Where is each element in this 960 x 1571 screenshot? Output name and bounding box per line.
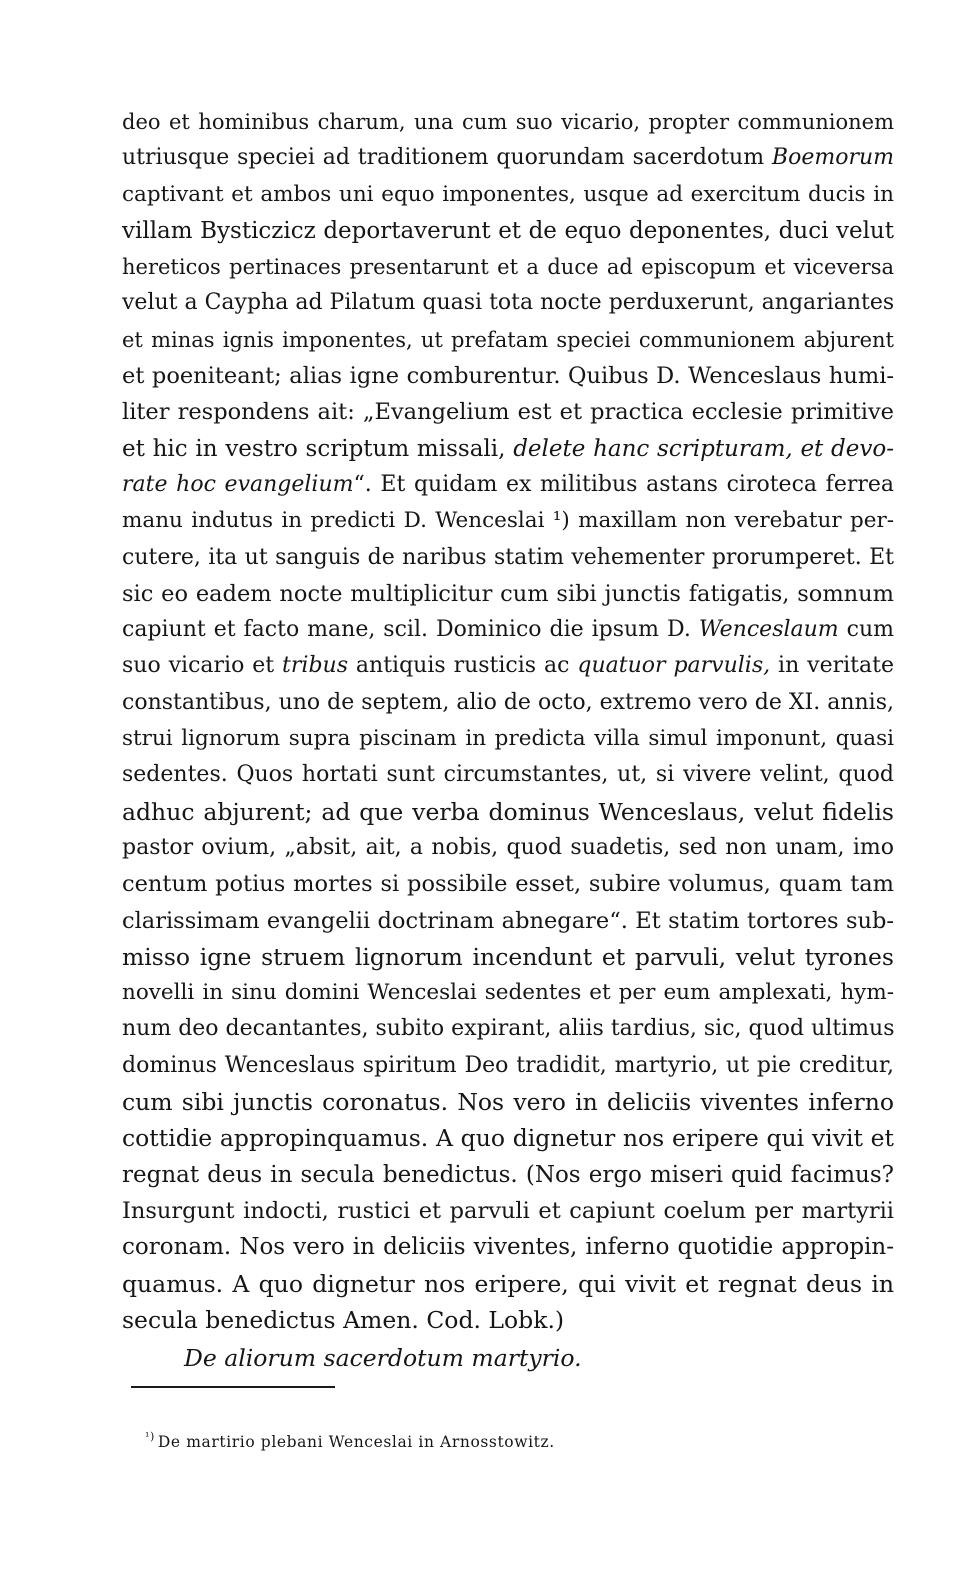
text-line [122,757,894,793]
text-line [122,1011,894,1047]
text-line [122,685,894,721]
text-line [122,939,894,975]
text-span: sic eo eadem nocte multiplicitur cum sibi junctis fatigatis, somnum [122,580,894,607]
text-span: et poeniteant; alias igne comburentur. Quibus D. Wenceslaus humi- [122,363,894,390]
text-line [122,1157,894,1193]
text-line [122,1229,894,1265]
text-line [122,1084,894,1120]
text-span: quamus. A quo dignetur nos eripere, qui vivit et regnat deus in [122,1269,894,1298]
text-line [122,104,894,140]
text-span: sedentes. Quos hortati sunt circumstantes, ut, si vivere velint, quod [122,762,894,788]
text-span: in veritate [770,653,895,679]
text-line [122,249,894,285]
text-line [122,322,894,358]
text-line [122,794,894,830]
text-span: regnat deus in secula benedictus. (Nos ergo miseri quid facimus? [122,1161,894,1188]
text-line [122,394,894,430]
text-span: clarissimam evangelii doctrinam abnegare“. Et statim tortores sub- [122,907,894,934]
text-line [122,540,894,576]
text-span: pastor ovium, „absit, ait, a nobis, quod suadetis, sed non unam, imo [122,834,894,860]
text-line [122,721,894,757]
text-line [122,903,894,939]
text-span: liter respondens ait: „Evangelium est et practica ecclesie primitive [122,399,894,426]
text-span: misso igne struem lignorum incendunt et parvuli, velut tyrones [122,942,894,971]
text-line [122,975,894,1011]
body-text [122,104,894,1376]
text-span: manu indutus in predicti D. Wenceslai ¹) maxillam non verebatur per- [122,508,894,534]
text-span: deo et hominibus charum, una cum suo vicario, propter communionem [122,110,894,134]
text-line [122,140,894,176]
text-line [122,431,894,467]
text-span: num deo decantantes, subito expirant, aliis tardius, sic, quod ultimus [122,1016,895,1042]
text-line [122,1120,894,1156]
text-span: cum sibi junctis coronatus. Nos vero in deliciis viventes inferno [122,1088,894,1117]
italic-text: Boemorum [771,145,894,171]
text-span: cum [838,617,894,643]
text-line [122,503,894,539]
text-span: “. Et quidam ex militibus astans ciroteca ferrea [353,471,895,497]
italic-text: Wenceslaum [698,617,839,643]
text-span: constantibus, uno de septem, alio de octo, extremo vero de XI. annis, [122,689,894,715]
text-span: antiquis rusticis ac [347,653,578,679]
text-span: capiunt et facto mane, scil. Dominico die ipsum D. [122,617,699,643]
text-line [122,467,894,503]
text-line [122,1048,894,1084]
text-span: centum potius mortes si possibile esset, subire volumus, quam tam [122,871,894,898]
text-span: et minas ignis imponentes, ut prefatam speciei communionem abjurent [122,327,894,352]
text-span: velut a Caypha ad Pilatum quasi tota nocte perduxerunt, angariantes [122,290,895,316]
text-span: novelli in sinu domini Wenceslai sedentes et per eum amplexati, hym- [122,980,894,1006]
footnote [145,1430,555,1451]
text-span: adhuc abjurent; ad que verba dominus Wenceslaus, velut fidelis [122,797,894,826]
text-line [122,612,894,648]
text-span: hereticos pertinaces presentarunt et a duce ad episcopum et viceversa [122,255,894,280]
footnote-marker: ¹) [145,1430,155,1443]
italic-text: rate hoc evangelium [122,471,354,497]
text-span: dominus Wenceslaus spiritum Deo tradidit, martyrio, ut pie creditur, [122,1052,894,1078]
text-line [122,285,894,321]
text-line [122,1266,894,1302]
text-span: villam Bysticzicz deportaverunt et de equo deponentes, duci velut [122,217,894,244]
text-line [122,358,894,394]
italic-text: delete hanc scripturam, et devo- [513,435,894,462]
text-line [122,648,894,684]
text-span: captivant et ambos uni equo imponentes, usque ad exercitum ducis in [122,181,894,207]
text-span: Insurgunt indocti, rustici et parvuli et capiunt coelum per martyrii [122,1197,894,1224]
footnote-rule [131,1386,335,1388]
text-span: strui lignorum supra piscinam in predicta villa simul imponunt, quasi [122,726,894,752]
text-line [122,1302,894,1338]
text-line [122,213,894,249]
text-span: cutere, ita ut sanguis de naribus statim vehementer prorumperet. Et [122,544,894,570]
text-span: et hic in vestro scriptum missali, [122,435,514,462]
text-span: cottidie appropinquamus. A quo dignetur nos eripere qui vivit et [122,1124,894,1153]
text-span: utriusque speciei ad traditionem quorundam sacerdotum [122,145,772,171]
italic-text: tribus [282,653,348,679]
footnote-text: De martirio plebani Wenceslai in Arnosstowitz. [157,1433,555,1451]
text-line [122,177,894,213]
text-line [122,830,894,866]
text-line [122,866,894,902]
text-span: secula benedictus Amen. Cod. Lobk.) [122,1305,565,1334]
text-line [122,576,894,612]
section-heading: De aliorum sacerdotum martyrio. [184,1344,582,1373]
text-span: coronam. Nos vero in deliciis viventes, inferno quotidie appropin- [122,1234,894,1261]
text-span: suo vicario et [122,653,283,679]
text-line [122,1193,894,1229]
italic-text: quatuor parvulis, [577,653,771,679]
